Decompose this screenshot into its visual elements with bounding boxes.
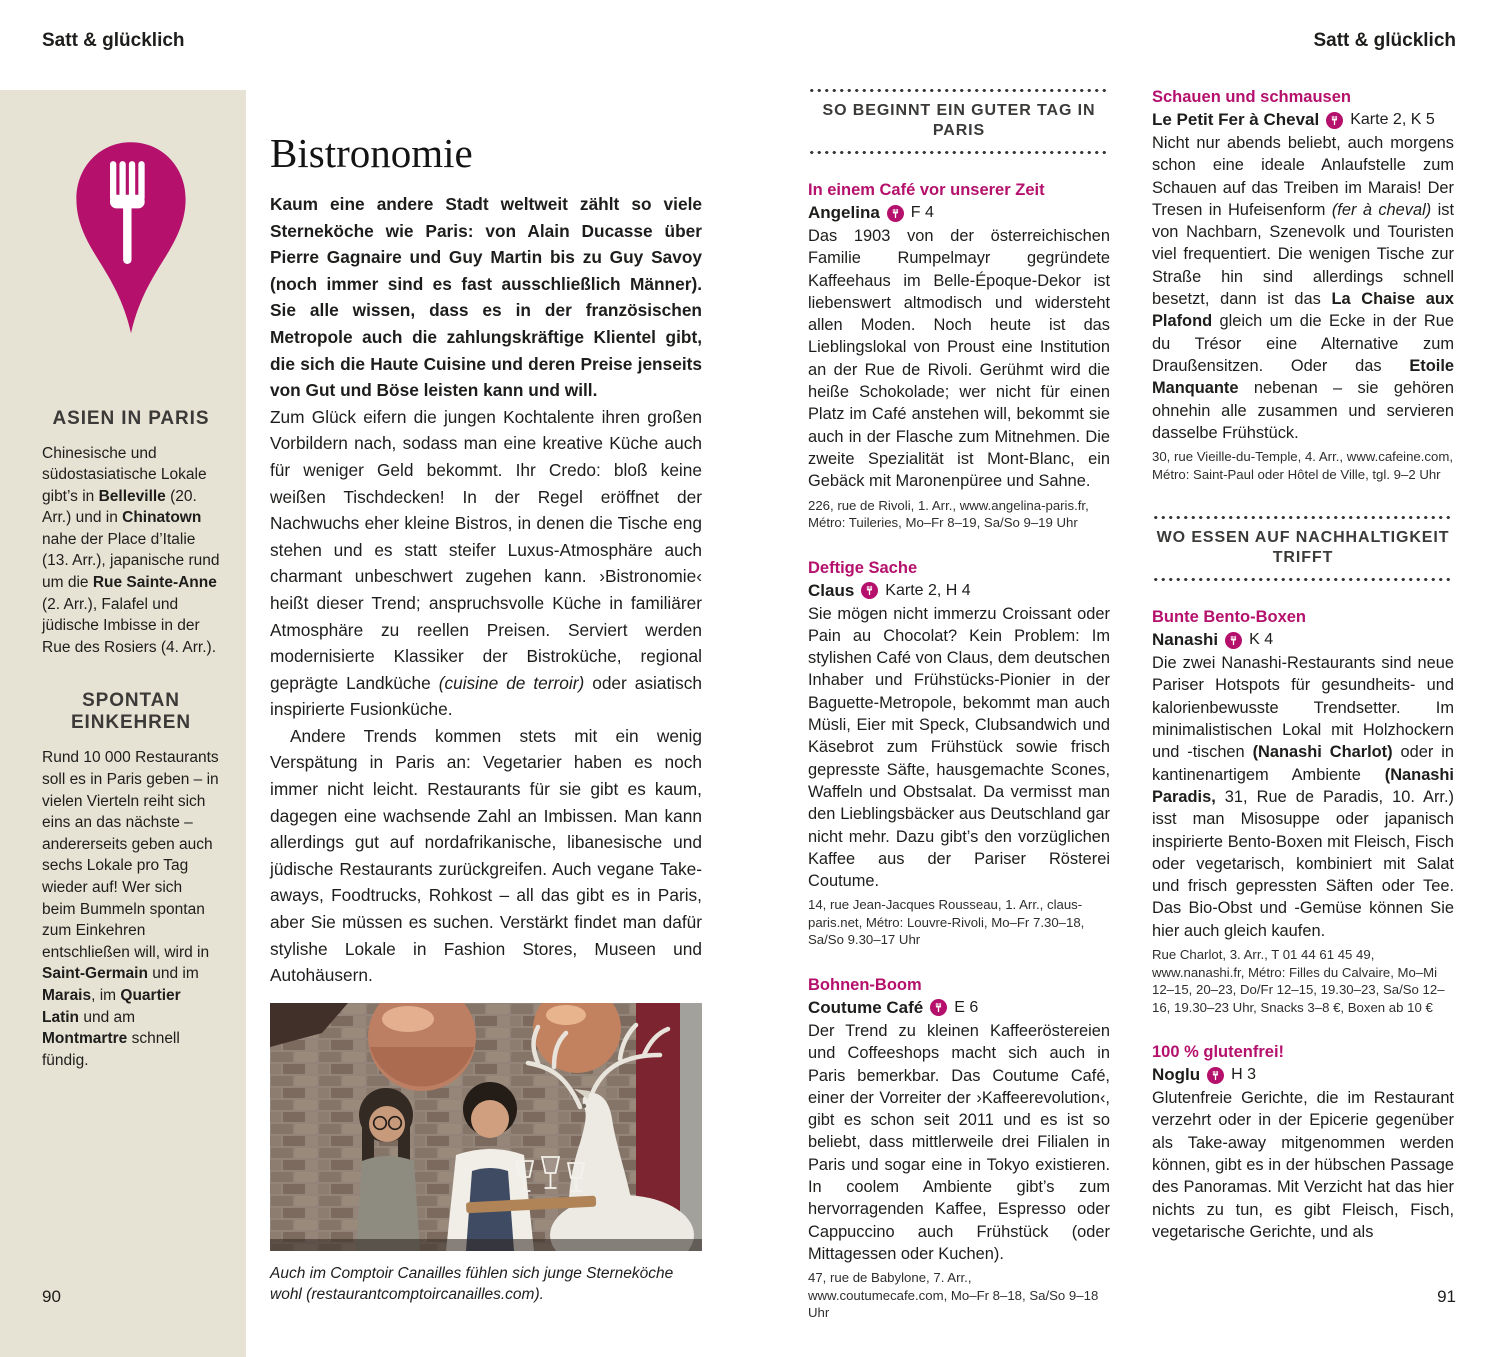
listing-description: Glutenfreie Gerichte, die im Restaurant verzehrt oder in der Epicerie gegenüber als Take-away mitgenommen werden können, gibt es in der hübschen Passage des Panoramas. Mit Verzicht hat das hier nichts zu tun, es gibt Fleisch, Fisch, vegetarische Gerichte, und als — [1152, 1089, 1454, 1241]
listing-claus — [808, 559, 1110, 949]
section-banner-guter-tag — [808, 88, 1110, 155]
listing-nanashi — [1152, 608, 1454, 1016]
listing-description: Sie mögen nicht immerzu Croissant oder Pain au Chocolat? Kein Problem: Im stylishen Café von Claus, dem deutschen Inhaber und Frühstücks-Pionier in der Baguette-Metropole, bekommt man auch Müsli, Eier mit Speck, Clubsandwich und Käsebrot zum Frühstück sowie frisch gepresste Säfte, hausgemachte Scones, Waffeln und Obstsalat. Da vermisst man den Lieblingsbäcker aus Deutschland gar nicht mehr. Dazu gibt’s den vorzüglichen Kaffee aus der Pariser Rösterei Coutume. — [808, 604, 1110, 891]
section-banner-title: SO BEGINNT EIN GUTER TAG IN PARIS — [822, 102, 1096, 139]
article-paragraph-1: Zum Glück eifern die jungen Kochtalente ihren großen Vorbildern nach, sodass man eine kreative Küche auch für weniger Geld bekommt. Ihr Credo: bloß keine weißen Tischdecken! In der Regel eröffnet der Nachwuchs eher kleine Bistros, in denen die Tische eng stehen und es statt steifer Luxus-Atmosphäre auch charmant unbeschwert zugehen kann. ›Bistronomie‹ heißt dieser Trend; anspruchsvolle Küche in familiärer Atmosphäre zu reellen Preisen. Serviert werden modernisierte Klassiker der Bistroküche, regional geprägte Landküche (cuisine de terroir) oder asiatisch inspirierte Fusionküche. — [270, 406, 702, 720]
page-number-right: 91 — [1437, 1287, 1456, 1306]
page-number-left: 90 — [42, 1287, 61, 1306]
article-paragraph-2: Andere Trends kommen stets mit ein wenig Verspätung in Paris an: Vegetarier haben es noch immer nicht leicht. Restaurants für sie gibt es kaum, dagegen eine wachsende Zahl an Imbissen. Man kann allerdings gut auf nordafrikanische, libanesische und jüdische Restaurants zurückgreifen. Auch vegane Take-aways, Foodtrucks, Rohkost – all das gibt es in Paris, aber Sie müssen es suchen. Verstärkt findet man dafür stylishe Lokale in Fashion Stores, Museen und Autohäusern. — [270, 725, 702, 986]
article-title: Bistronomie — [270, 130, 473, 176]
sidebar-text-spontan: Rund 10 000 Restaurants soll es in Paris geben – in vielen Vierteln reiht sich eins an das nächste – andererseits geben auch sechs Lokale pro Tag wieder auf! Wer sich beim Bummeln spontan zum Einkehren entschließen will, wird in Saint-Germain und im Marais, im Quartier Latin und am Montmartre schnell fündig. — [42, 749, 219, 1069]
listing-contact-info: 47, rue de Babylone, 7. Arr., www.coutumecafe.com, Mo–Fr 8–18, Sa/So 9–18 Uhr — [808, 1270, 1099, 1321]
fork-badge-icon — [861, 582, 878, 599]
listing-name-row — [1152, 630, 1454, 650]
listings-column-1 — [808, 88, 1110, 1322]
listing-contact-info: 226, rue de Rivoli, 1. Arr., www.angelina-paris.fr, Métro: Tuileries, Mo–Fr 8–19, Sa/So 9–19 Uhr — [808, 497, 1089, 531]
sidebar-panel — [0, 90, 246, 1357]
listing-kicker: Bunte Bento-Boxen — [1152, 608, 1306, 627]
section-banner-nachhaltigkeit — [1152, 515, 1454, 582]
listing-le-petit-fer-a-cheval — [1152, 88, 1454, 483]
listing-contact-info: 30, rue Vieille-du-Temple, 4. Arr., www.cafeine.com, Métro: Saint-Paul oder Hôtel de Ville, tgl. 9–2 Uhr — [1152, 449, 1454, 482]
listing-kicker: In einem Café vor unserer Zeit — [808, 181, 1045, 199]
section-banner-title: WO ESSEN AUF NACHHALTIGKEIT TRIFFT — [1156, 529, 1450, 567]
listing-kicker: Deftige Sache — [808, 558, 918, 577]
listing-angelina — [808, 181, 1110, 532]
dotted-rule — [808, 150, 1110, 155]
fork-badge-icon — [930, 999, 947, 1016]
listing-name: Angelina — [808, 203, 880, 222]
fork-location-pin-icon — [68, 138, 194, 338]
listing-noglu — [1152, 1043, 1454, 1243]
listing-name-row — [808, 581, 1110, 601]
listing-name: Le Petit Fer à Cheval — [1152, 110, 1320, 129]
map-reference: Karte 2, H 4 — [885, 581, 971, 599]
dotted-rule — [1152, 577, 1454, 582]
map-reference: F 4 — [910, 204, 934, 221]
fork-badge-icon — [1207, 1067, 1224, 1084]
listing-kicker: Bohnen-Boom — [808, 975, 922, 994]
listing-name-row — [808, 203, 1110, 223]
map-reference: H 3 — [1231, 1066, 1257, 1084]
listing-description: Nicht nur abends beliebt, auch morgens schon eine ideale Anlaufstelle zum Schauen auf das Treiben im Marais! Der Tresen in Hufeisenform (fer à cheval) ist von Nachbarn, Szenevolk und Touristen viel frequentiert. Die wenigen Tische zur Straße hin sind allerdings schnell besetzt, dann ist das La Chaise aux Plafond gleich um die Ecke in der Rue du Trésor eine Alternative zum Draußensitzen. Oder das Etoile Manquante nebenan – sie gehören ohnehin alle zusammen und servieren dasselbe Frühstück. — [1152, 134, 1454, 442]
photo-comptoir-canailles — [270, 1003, 702, 1251]
fork-badge-icon — [887, 205, 904, 222]
listing-name-row — [1152, 1065, 1454, 1085]
listing-name-row — [808, 998, 1110, 1018]
listing-name: Coutume Café — [808, 997, 924, 1017]
sidebar-heading-asien: ASIEN IN PARIS — [52, 407, 210, 429]
listing-kicker: 100 % glutenfrei! — [1152, 1043, 1285, 1062]
photo-caption: Auch im Comptoir Canailles fühlen sich junge Sterneköche wohl (restaurantcomptoircanailles.com). — [270, 1264, 674, 1303]
listing-contact-info: 14, rue Jean-Jacques Rousseau, 1. Arr., claus-paris.net, Métro: Louvre-Rivoli, Mo–Fr 7.30–18, Sa/So 9.30–17 Uhr — [808, 897, 1085, 948]
listing-description: Das 1903 von der österreichischen Familie Rumpelmayr gegründete Kaffeehaus im Belle-Époque-Dekor ist liebenswert altmodisch und widersteht allen Moden. Noch heute ist das Lieblingslokal von Proust eine Institution an der Rue de Rivoli. Gerühmt wird die heiße Schokolade; wer nicht für einen Platz im Café anstehen will, bekommt sie auch in der Flasche zum Mitnehmen. Die zweite Spezialität ist Mont-Blanc, ein Gebäck mit Maronenpüree und Sahne. — [808, 227, 1110, 491]
listing-description: Die zwei Nanashi-Restaurants sind neue Pariser Hotspots für gesundheits- und kalorienbewusste Trendsetter. Im minimalistischen Lokal mit Holzhockern und -tischen (Nanashi Charlot) oder in kantinenartigem Ambiente (Nanashi Paradis, 31, Rue de Paradis, 10. Arr.) isst man Misosuppe oder japanisch inspirierte Bento-Boxen mit Fleisch, Fisch oder vegetarisch, kombiniert mit Salat und frisch gepressten Säften oder Tee. Das Bio-Obst und -Gemüse können Sie hier auch gleich kaufen. — [1152, 654, 1454, 940]
map-reference: Karte 2, K 5 — [1350, 111, 1435, 128]
listing-name-row — [1152, 110, 1454, 130]
listing-name: Noglu — [1152, 1065, 1201, 1085]
article-lead: Kaum eine andere Stadt weltweit zählt so viele Sterneköche wie Paris: von Alain Ducasse über Pierre Gagnaire und Guy Martin bis zu Guy Savoy (noch immer sind es fast ausschließlich Männer). Sie alle wissen, dass es in der französischen Metropole auch die zahlungskräftige Klientel gibt, die sich die Haute Cuisine und deren Preise jenseits von Gut und Böse leisten kann und will. — [270, 194, 702, 401]
map-reference: K 4 — [1249, 631, 1274, 649]
listing-contact-info: Rue Charlot, 3. Arr., T 01 44 61 45 49, www.nanashi.fr, Métro: Filles du Calvaire, Mo–Mi 12–15, 20–23, Do/Fr 12–15, 19.30–23, Sa/So 12–16, 19.30–23 Uhr, Snacks 3–8 €, Boxen ab 10 € — [1152, 947, 1445, 1015]
running-head-left: Satt & glücklich — [42, 30, 185, 51]
listings-column-2 — [1152, 88, 1454, 1243]
listing-kicker: Schauen und schmausen — [1152, 88, 1351, 106]
listing-name: Nanashi — [1152, 630, 1219, 650]
map-reference: E 6 — [954, 998, 979, 1016]
fork-badge-icon — [1326, 112, 1343, 129]
running-head-right: Satt & glücklich — [1313, 30, 1456, 51]
sidebar-heading-spontan: SPONTAN EINKEHREN — [70, 690, 191, 734]
sidebar-text-asien: Chinesische und südostasiatische Lokale gibt’s in Belleville (20. Arr.) und in Chinatown nahe der Place d’Italie (13. Arr.), japanische rund um die Rue Sainte-Anne (2. Arr.), Falafel und jüdische Imbisse in der Rue des Rosiers (4. Arr.). — [42, 444, 220, 656]
listing-description: Der Trend zu kleinen Kaffeeröstereien und Coffeeshops macht sich auch in Paris bemerkbar. Das Coutume Café, einer der Vorreiter der ›Kaffeerevolution‹, gibt es schon seit 2011 und es ist so beliebt, dass mittlerweile drei Filialen in Paris und sogar eine in Tokyo existieren. In coolem Ambiente gibt’s zum hervorragenden Kaffee, Espresso oder Cappuccino auch Frühstück (oder Mittagessen oder Kuchen). — [808, 1021, 1110, 1263]
listing-coutume-cafe — [808, 976, 1110, 1322]
main-article — [270, 130, 702, 1305]
fork-badge-icon — [1225, 632, 1242, 649]
restaurant-photo-figure — [270, 1003, 702, 1305]
listing-name: Claus — [808, 580, 855, 600]
